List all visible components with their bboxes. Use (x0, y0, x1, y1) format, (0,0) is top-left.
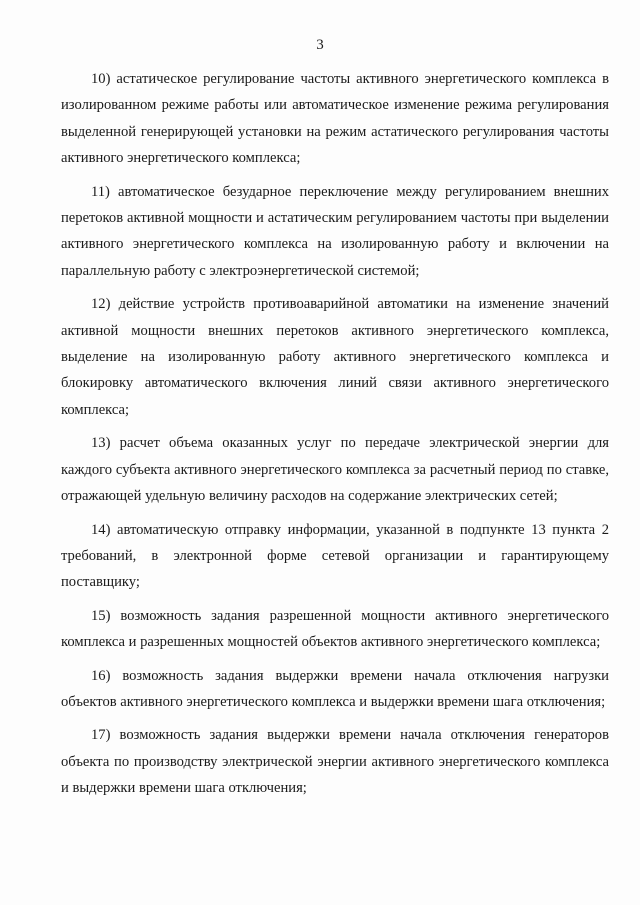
document-body (61, 66, 609, 809)
list-item-11: 11) автоматическое безударное переключение между регулированием внешних перетоков активной мощности и астатическим регулированием частоты при выделении активного энергетического комплекса на изолированную работу и включении на параллельную работу с электроэнергетической системой; (61, 183, 609, 279)
list-item-15: 15) возможность задания разрешенной мощности активного энергетического комплекса и разрешенных мощностей объектов активного энергетического комплекса; (61, 607, 609, 651)
list-item-12: 12) действие устройств противоаварийной автоматики на изменение значений активной мощности внешних перетоков активного энергетического комплекса, выделение на изолированную работу активного энергетического комплекса и блокировку автоматического включения линий связи активного энергетического комплекса; (61, 296, 609, 418)
page-number: 3 (316, 37, 324, 53)
list-item-17: 17) возможность задания выдержки времени начала отключения генераторов объекта по производству электрической энергии активного энергетического комплекса и выдержки времени шага отключения; (61, 727, 609, 797)
list-item-14: 14) автоматическую отправку информации, указанной в подпункте 13 пункта 2 требований, в электронной форме сетевой организации и гарантирующему поставщику; (61, 521, 609, 591)
list-item-16: 16) возможность задания выдержки времени начала отключения нагрузки объектов активного энергетического комплекса и выдержки времени шага отключения; (61, 667, 609, 710)
list-item-13: 13) расчет объема оказанных услуг по передаче электрической энергии для каждого субъекта активного энергетического комплекса за расчетный период по ставке, отражающей удельную величину расходов на содержание электрических сетей; (61, 435, 609, 505)
list-item-10: 10) астатическое регулирование частоты активного энергетического комплекса в изолированном режиме работы или автоматическое изменение режима регулирования выделенной генерирующей установки на режим астатического регулирования частоты активного энергетического комплекса; (61, 71, 609, 167)
